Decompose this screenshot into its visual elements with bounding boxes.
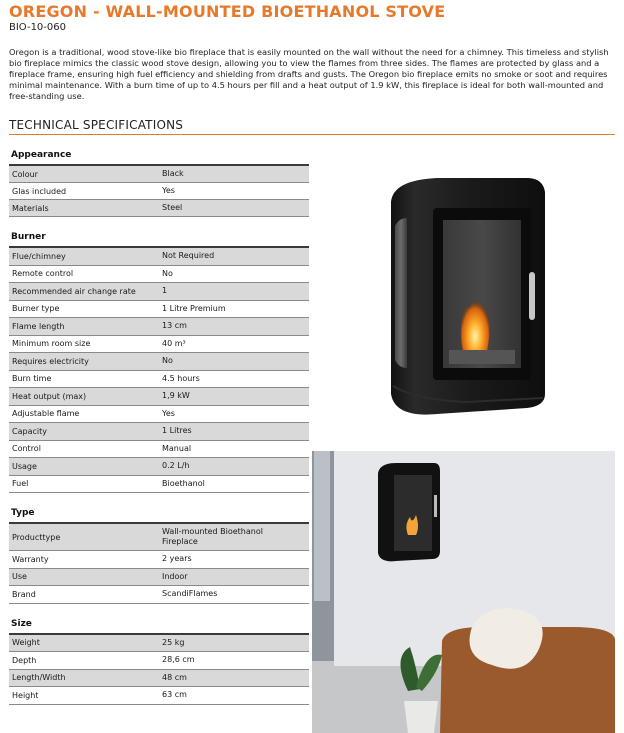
- spec-key: Capacity: [12, 426, 47, 436]
- spec-value: 48 cm: [162, 672, 187, 682]
- spec-key: Length/Width: [12, 673, 66, 683]
- spec-key: Warranty: [12, 554, 49, 564]
- spec-key: Colour: [12, 169, 38, 179]
- spec-row: [9, 336, 309, 354]
- spec-value: Wall-mounted Bioethanol Fireplace: [162, 527, 263, 546]
- spec-key: Fuel: [12, 479, 29, 489]
- spec-value: Black: [162, 169, 184, 178]
- spec-row: [9, 371, 309, 389]
- spec-value: 40 m³: [162, 338, 186, 348]
- spec-group-size: [9, 615, 309, 705]
- spec-key: Requires electricity: [12, 356, 89, 366]
- spec-value: Not Required: [162, 251, 215, 261]
- spec-value: Yes: [162, 408, 175, 418]
- spec-value: 28,6 cm: [162, 655, 195, 665]
- product-sku: BIO-10-060: [9, 22, 66, 33]
- spec-row: [9, 301, 309, 319]
- spec-key: Flame length: [12, 321, 65, 331]
- spec-row: [9, 248, 309, 266]
- spec-row: [9, 458, 309, 476]
- spec-key: Adjustable flame: [12, 409, 80, 419]
- spec-row: [9, 569, 309, 587]
- spec-group-appearance: [9, 146, 309, 217]
- spec-value: 1: [162, 286, 168, 296]
- spec-value: No: [162, 356, 173, 366]
- spec-value: 1,9 kW: [162, 391, 190, 401]
- spec-row: [9, 200, 309, 217]
- spec-key: Brand: [12, 589, 36, 599]
- spec-key: Usage: [12, 461, 37, 471]
- spec-key: Recommended air change rate: [12, 286, 136, 296]
- spec-group-title: Burner: [11, 232, 46, 242]
- spec-value: 13 cm: [162, 321, 187, 331]
- spec-row: [9, 476, 309, 494]
- spec-row: [9, 318, 309, 336]
- spec-group-burner: [9, 228, 309, 493]
- spec-value: 25 kg: [162, 637, 185, 647]
- spec-key: Minimum room size: [12, 339, 91, 349]
- spec-key: Height: [12, 690, 39, 700]
- spec-value: 1 Litres: [162, 426, 192, 436]
- spec-row: [9, 652, 309, 670]
- spec-key: Weight: [12, 638, 40, 648]
- spec-value: 4.5 hours: [162, 373, 200, 383]
- spec-key: Producttype: [12, 532, 61, 542]
- specifications-table: [9, 146, 309, 705]
- spec-key: Depth: [12, 655, 37, 665]
- spec-value: No: [162, 268, 173, 278]
- spec-group-type: [9, 504, 309, 604]
- spec-row: [9, 551, 309, 569]
- spec-value: ScandiFlames: [162, 589, 218, 599]
- spec-group-title: Type: [11, 508, 35, 518]
- stove-product-photo: [377, 172, 559, 422]
- spec-value: 63 cm: [162, 690, 187, 700]
- spec-row: [9, 687, 309, 705]
- spec-value: 0.2 L/h: [162, 461, 190, 471]
- spec-row: [9, 388, 309, 406]
- spec-key: Glas included: [12, 186, 67, 196]
- spec-row: [9, 524, 309, 551]
- spec-value: Yes: [162, 186, 175, 195]
- spec-value: Indoor: [162, 571, 188, 581]
- technical-specifications-heading: TECHNICAL SPECIFICATIONS: [9, 118, 184, 132]
- spec-key: Control: [12, 444, 41, 454]
- spec-value: 2 years: [162, 554, 192, 564]
- spec-row: [9, 283, 309, 301]
- spec-value: 1 Litre Premium: [162, 303, 226, 313]
- spec-group-title: Size: [11, 618, 32, 629]
- spec-group-title: Appearance: [11, 150, 72, 160]
- spec-key: Burn time: [12, 374, 52, 384]
- spec-row: [9, 353, 309, 371]
- heading-divider: [9, 134, 615, 135]
- spec-key: Use: [12, 572, 27, 582]
- spec-key: Burner type: [12, 304, 60, 314]
- spec-row: [9, 166, 309, 183]
- spec-row: [9, 635, 309, 653]
- spec-row: [9, 670, 309, 688]
- stove-room-photo: [312, 451, 615, 733]
- spec-key: Heat output (max): [12, 391, 87, 401]
- spec-row: [9, 183, 309, 200]
- spec-row: [9, 586, 309, 604]
- product-description: Oregon is a traditional, wood stove-like bio fireplace that is easily mounted on the wall without the need for a chimney. This timeless and stylish bio fireplace mimics the classic wood stove design, allowing you to view the flames from three sides. The flames are protected by glass and a fireplace frame, ensuring high fuel efficiency and shielding from drafts and gusts. The Oregon bio fireplace emits no smoke or soot and requires minimal maintenance. With a burn time of up to 4.5 hours per fill and a heat output of 1.9 kW, this fireplace is ideal for both wall-mounted and free-standing use.: [9, 47, 609, 101]
- spec-row: [9, 441, 309, 459]
- spec-key: Materials: [12, 203, 49, 213]
- spec-value: Steel: [162, 203, 183, 212]
- spec-row: [9, 423, 309, 441]
- spec-value: Manual: [162, 443, 192, 453]
- spec-row: [9, 406, 309, 424]
- product-title: OREGON - WALL-MOUNTED BIOETHANOL STOVE: [9, 2, 446, 21]
- spec-key: Flue/chimney: [12, 251, 66, 261]
- spec-value: Bioethanol: [162, 478, 205, 488]
- spec-row: [9, 266, 309, 284]
- spec-key: Remote control: [12, 269, 74, 279]
